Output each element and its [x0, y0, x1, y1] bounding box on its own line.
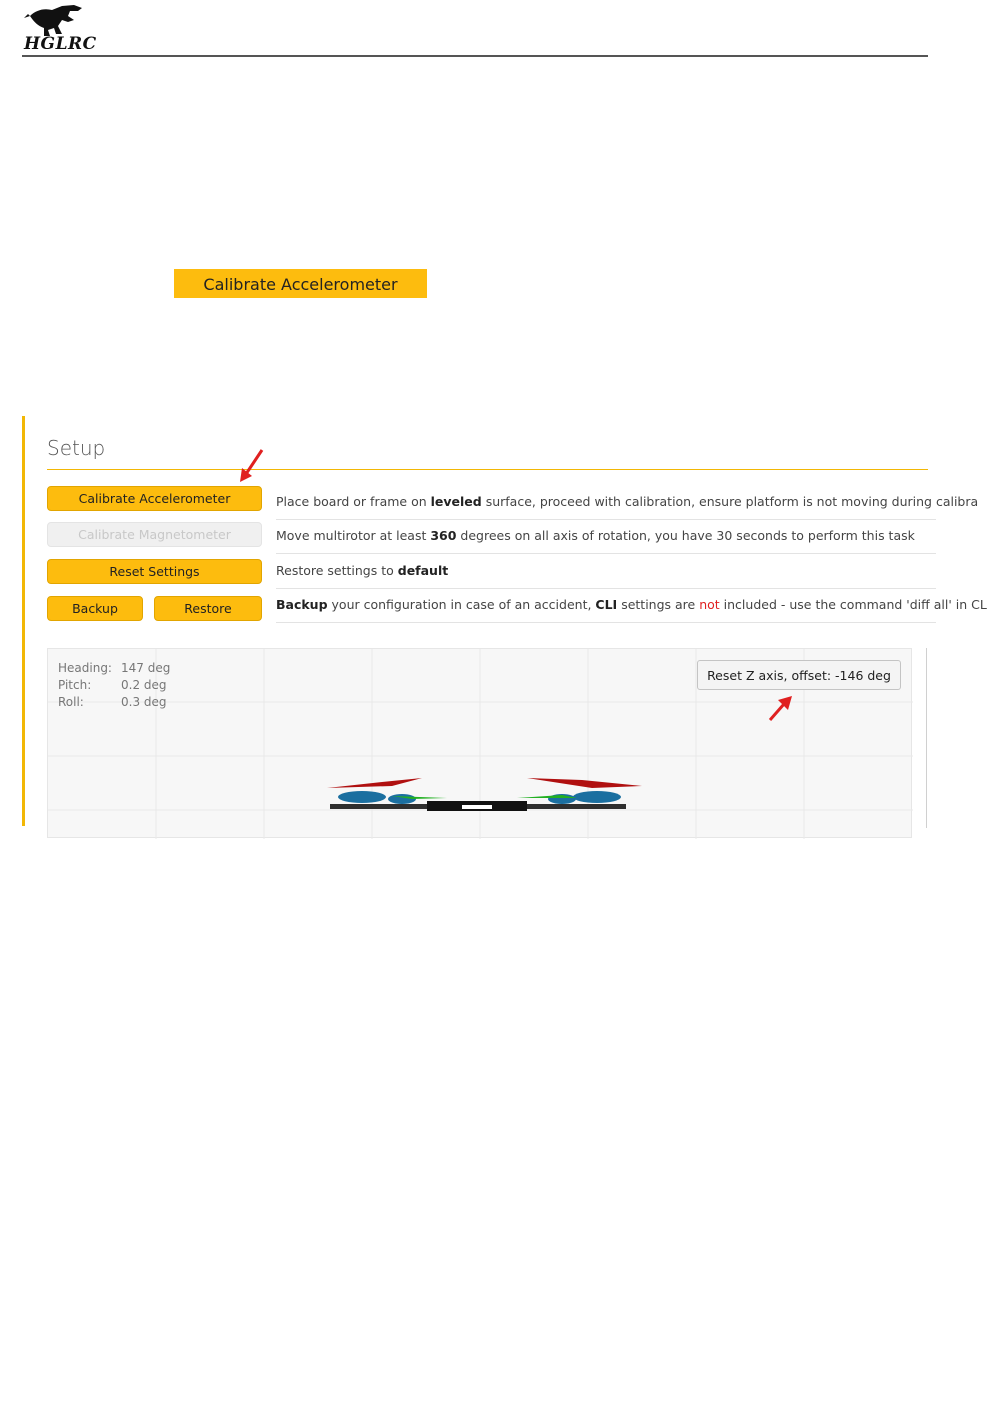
backup-description — [276, 588, 987, 623]
desc-text: Place board or frame on — [276, 494, 431, 509]
accent-bar — [22, 416, 25, 826]
desc-bold: leveled — [430, 494, 482, 509]
reset-settings-button[interactable]: Reset Settings — [47, 559, 262, 584]
adjacent-panel-edge — [926, 648, 933, 828]
desc-text: your configuration in case of an accident, — [327, 597, 596, 612]
quadcopter-model-icon — [322, 768, 652, 828]
roll-label: Roll: — [58, 695, 84, 709]
heading-label: Heading: — [58, 661, 112, 675]
pitch-label: Pitch: — [58, 678, 92, 692]
desc-text: Restore settings to — [276, 563, 398, 578]
heading-value: 147 deg — [121, 661, 171, 675]
desc-bold: Backup — [276, 597, 328, 612]
red-arrow-icon — [236, 448, 266, 484]
logo-text: HGLRC — [24, 34, 97, 54]
desc-bold: CLI — [595, 597, 618, 612]
red-arrow-icon — [766, 692, 796, 722]
desc-text: Move multirotor at least — [276, 528, 431, 543]
desc-text: included - use the command 'diff all' in CL — [719, 597, 987, 612]
roll-value: 0.3 deg — [121, 695, 167, 709]
calibrate-accelerometer-button[interactable]: Calibrate Accelerometer — [47, 486, 262, 511]
reset-z-axis-button[interactable]: Reset Z axis, offset: -146 deg — [697, 660, 901, 690]
desc-text: degrees on all axis of rotation, you have 30 seconds to perform this task — [456, 528, 915, 543]
header-rule — [22, 55, 928, 57]
desc-text: surface, proceed with calibration, ensure platform is not moving during calibra — [481, 494, 979, 509]
desc-warning: not — [699, 597, 720, 612]
reset-description — [276, 554, 936, 589]
page-title: Setup — [47, 436, 106, 460]
calibrate-magnetometer-button[interactable]: Calibrate Magnetometer — [47, 522, 262, 547]
restore-button[interactable]: Restore — [154, 596, 262, 621]
desc-bold: default — [397, 563, 449, 578]
accel-description — [276, 485, 979, 520]
pitch-value: 0.2 deg — [121, 678, 167, 692]
desc-bold: 360 — [430, 528, 457, 543]
calibrate-accelerometer-image-button: Calibrate Accelerometer — [174, 269, 427, 298]
desc-text: settings are — [617, 597, 700, 612]
backup-button[interactable]: Backup — [47, 596, 143, 621]
setup-screenshot — [22, 416, 987, 826]
mag-description — [276, 519, 936, 554]
title-divider — [47, 469, 928, 470]
